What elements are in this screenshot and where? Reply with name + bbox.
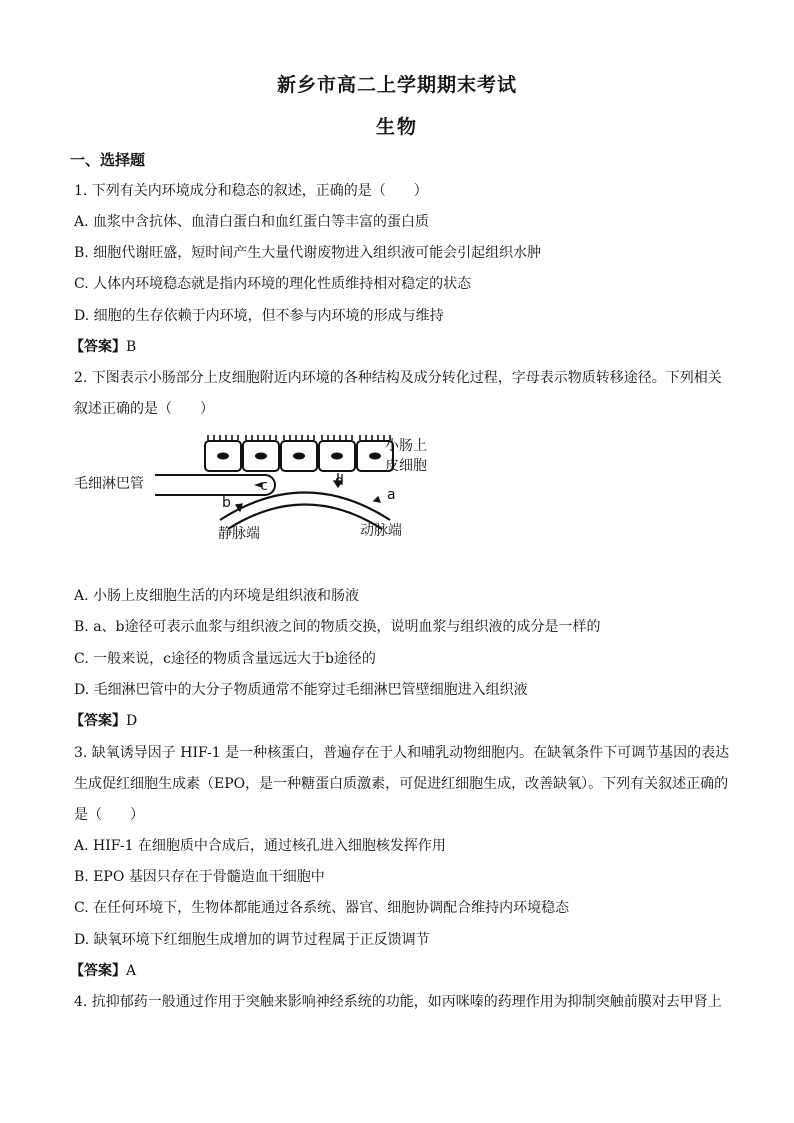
q3-option-b: B. EPO 基因只存在于骨髓造血干细胞中 bbox=[74, 869, 325, 885]
q1-option-d: D. 细胞的生存依赖于内环境，但不参与内环境的形成与维持 bbox=[74, 308, 444, 324]
label-d: d bbox=[335, 473, 344, 489]
q3-option-d: D. 缺氧环境下红细胞生成增加的调节过程属于正反馈调节 bbox=[74, 932, 430, 948]
label-lymph: 毛细淋巴管 bbox=[74, 476, 144, 492]
epithelial-cells bbox=[205, 435, 393, 471]
answer-value: B bbox=[126, 339, 137, 355]
exam-title: 新乡市高二上学期期末考试 bbox=[276, 74, 517, 96]
q1-stem: 1. 下列有关内环境成分和稳态的叙述，正确的是（ ） bbox=[74, 183, 428, 199]
q2-stem-line1: 2. 下图表示小肠部分上皮细胞附近内环境的各种结构及成分转化过程，字母表示物质转移途径。下列相关 bbox=[74, 370, 722, 386]
intestine-diagram bbox=[60, 425, 460, 555]
q4-stem-line1: 4. 抗抑郁药一般通过作用于突触来影响神经系统的功能，如丙咪嗪的药理作用为抑制突触前膜对去甲肾上 bbox=[74, 994, 722, 1010]
label-intestine-2: 皮细胞 bbox=[385, 458, 427, 474]
answer-label: 【答案】 bbox=[70, 963, 126, 979]
answer-value: D bbox=[126, 713, 138, 729]
answer-label: 【答案】 bbox=[70, 339, 126, 355]
q3-stem-line1: 3. 缺氧诱导因子 HIF-1 是一种核蛋白，普遍存在于人和哺乳动物细胞内。在缺氧条件下可调节基因的表达 bbox=[74, 745, 730, 761]
answer-label: 【答案】 bbox=[70, 713, 126, 729]
q2-answer bbox=[70, 711, 137, 731]
label-artery-end: 动脉端 bbox=[360, 523, 402, 539]
q2-option-c: C. 一般来说，c途径的物质含量远远大于b途径的 bbox=[74, 651, 376, 667]
subject-title: 生物 bbox=[375, 116, 418, 138]
label-a: a bbox=[387, 487, 396, 503]
q3-answer bbox=[70, 961, 136, 981]
answer-value: A bbox=[126, 963, 137, 979]
q2-option-a: A. 小肠上皮细胞生活的内环境是组织液和肠液 bbox=[74, 588, 360, 604]
q1-option-a: A. 血浆中含抗体、血清白蛋白和血红蛋白等丰富的蛋白质 bbox=[74, 214, 430, 230]
label-b: b bbox=[222, 495, 231, 511]
q1-option-c: C. 人体内环境稳态就是指内环境的理化性质维持相对稳定的状态 bbox=[74, 276, 472, 292]
q2-stem-line2: 叙述正确的是（ ） bbox=[74, 401, 214, 417]
q3-stem-line3: 是（ ） bbox=[74, 807, 144, 823]
label-c: c bbox=[260, 478, 268, 494]
section-heading: 一、选择题 bbox=[70, 151, 146, 169]
q3-stem-line2: 生成促红细胞生成素（EPO，是一种糖蛋白质激素，可促进红细胞生成，改善缺氧）。下列有关叙述正确的 bbox=[74, 776, 729, 792]
q2-option-b: B. a、b途径可表示血浆与组织液之间的物质交换，说明血浆与组织液的成分是一样的 bbox=[74, 619, 601, 635]
q1-answer bbox=[70, 337, 136, 357]
label-intestine-1: 小肠上 bbox=[385, 438, 427, 454]
q3-option-a: A. HIF-1 在细胞质中合成后，通过核孔进入细胞核发挥作用 bbox=[74, 838, 446, 854]
q3-option-c: C. 在任何环境下，生物体都能通过各系统、器官、细胞协调配合维持内环境稳态 bbox=[74, 900, 570, 916]
q1-option-b: B. 细胞代谢旺盛，短时间产生大量代谢废物进入组织液可能会引起组织水肿 bbox=[74, 245, 542, 261]
label-vein-end: 静脉端 bbox=[218, 526, 260, 542]
q2-option-d: D. 毛细淋巴管中的大分子物质通常不能穿过毛细淋巴管壁细胞进入组织液 bbox=[74, 682, 528, 698]
